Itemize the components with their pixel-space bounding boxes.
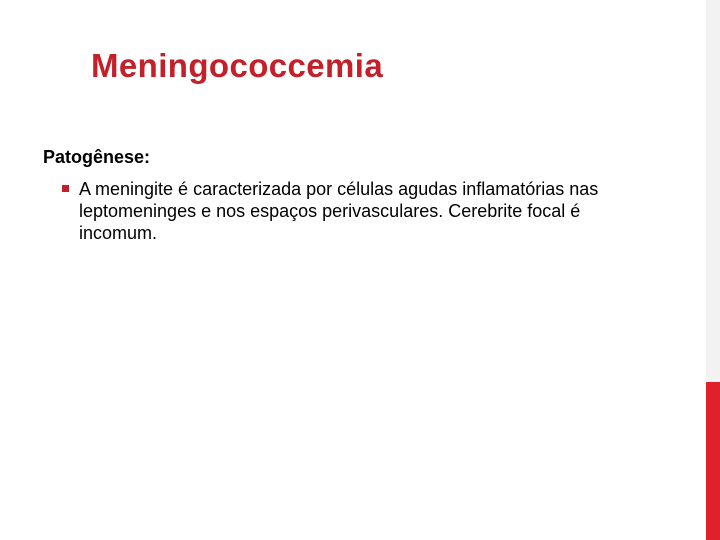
slide-title: Meningococcemia	[91, 47, 384, 84]
bullet-text: A meningite é caracterizada por células agudas inflamatórias nas leptomeninges e nos espaços perivasculares. Cerebrite focal é incomum.	[79, 179, 599, 243]
side-bar-accent	[706, 382, 720, 540]
side-bar-light	[706, 0, 720, 382]
section-heading: Patogênese:	[43, 147, 151, 167]
bullet-list	[62, 178, 622, 244]
bullet-item	[62, 178, 622, 244]
square-bullet-icon	[62, 185, 69, 192]
